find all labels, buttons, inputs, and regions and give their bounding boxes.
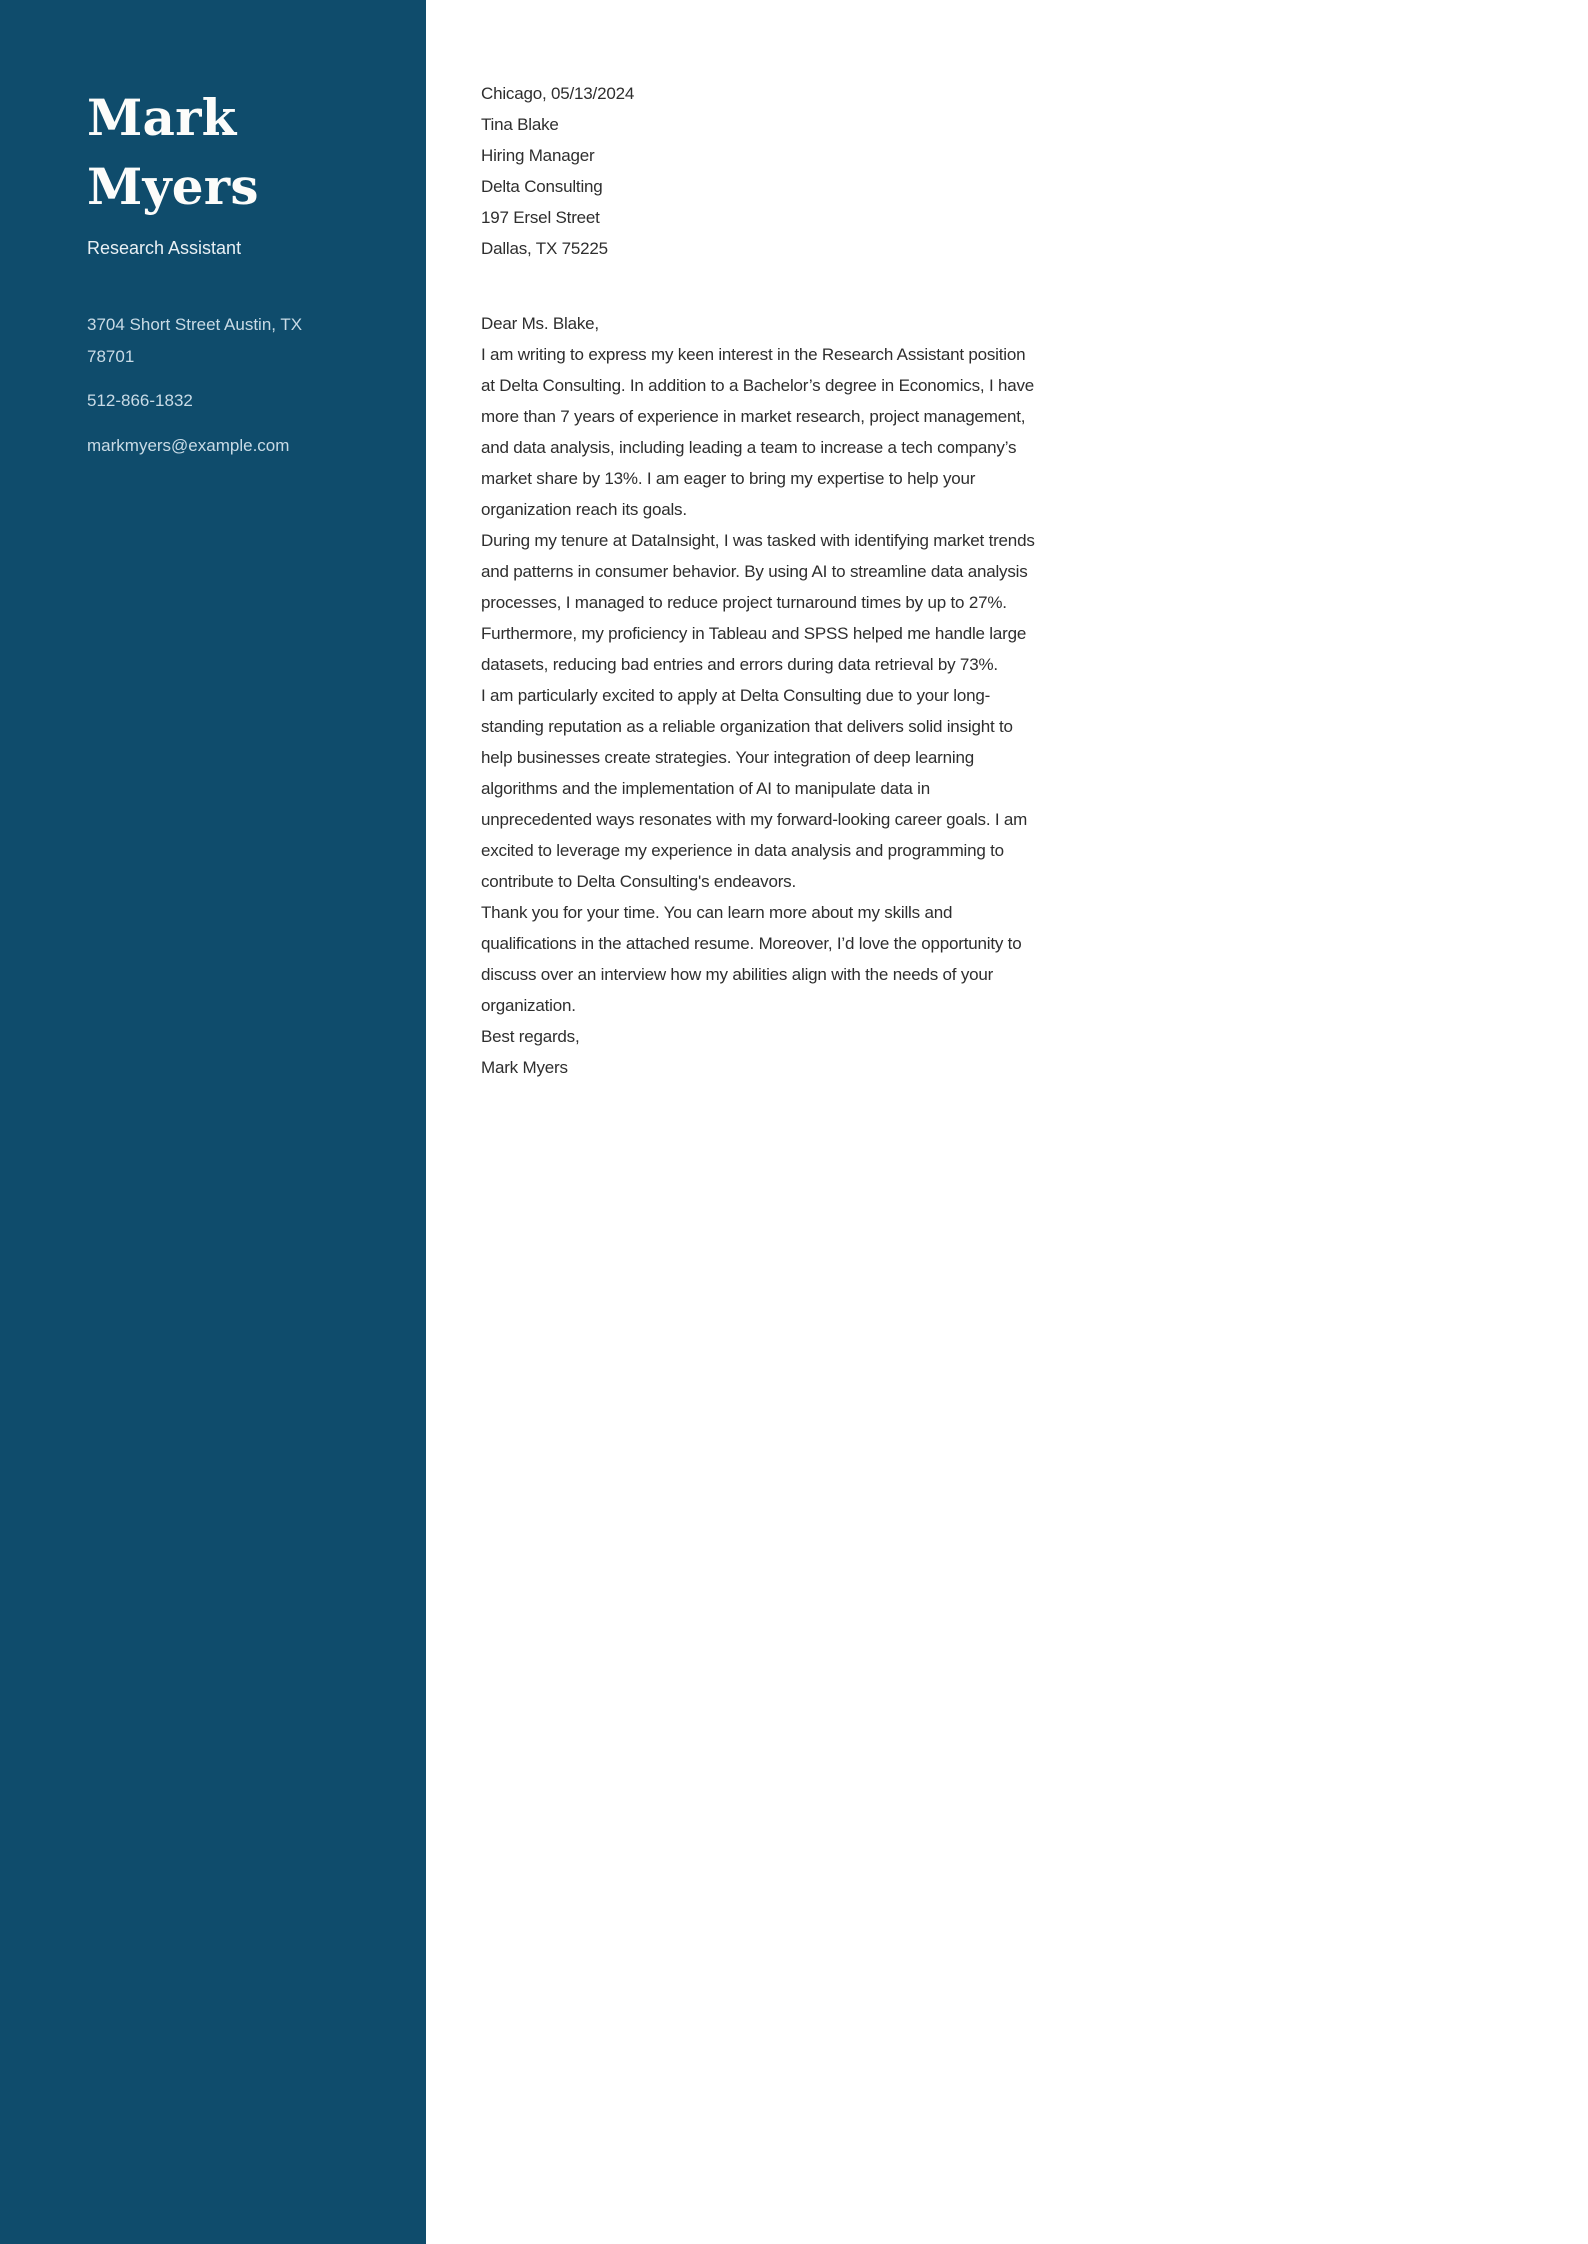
closing-line: Best regards, [481, 1027, 580, 1046]
recipient-role: Hiring Manager [481, 146, 595, 165]
recipient-block [481, 109, 1039, 264]
recipient-name: Tina Blake [481, 115, 559, 134]
contact-address: 3704 Short Street Austin, TX 78701 [87, 315, 303, 366]
recipient-company: Delta Consulting [481, 177, 603, 196]
body-paragraph-3: I am particularly excited to apply at Delta Consulting due to your long-standing reputation as a reliable organization that delivers solid insight to help businesses create strategies. Your integration of deep learning algorithms and the implementation of AI to manipulate data in unprecedented ways resonates with my forward-looking career goals. I am excited to leverage my experience in data analysis and programming to contribute to Delta Consulting's endeavors. [481, 686, 1028, 891]
letter-dateline: Chicago, 05/13/2024 [481, 84, 635, 103]
body-paragraph-1: I am writing to express my keen interest in the Research Assistant position at Delta Consulting. In addition to a Bachelor’s degree in Economics, I have more than 7 years of experience in market research, project management, and data analysis, including leading a team to increase a tech company’s market share by 13%. I am eager to bring my expertise to help your organization reach its goals. [481, 345, 1035, 519]
person-first-name: Mark [87, 88, 237, 147]
recipient-street: 197 Ersel Street [481, 208, 600, 227]
body-paragraph-2: During my tenure at DataInsight, I was tasked with identifying market trends and patterns in consumer behavior. By using AI to streamline data analysis processes, I managed to reduce project turnaround times by up to 27%. Furthermore, my proficiency in Tableau and SPSS helped me handle large datasets, reducing bad entries and errors during data retrieval by 73%. [481, 531, 1035, 674]
person-name [87, 83, 386, 221]
recipient-city: Dallas, TX 75225 [481, 239, 608, 258]
body-paragraph-4: Thank you for your time. You can learn more about my skills and qualifications in the attached resume. Moreover, I’d love the opportunity to discuss over an interview how my abilities align with the needs of your organization. [481, 903, 1022, 1015]
person-last-name: Myers [87, 157, 259, 216]
contact-phone: 512-866-1832 [87, 391, 193, 410]
salutation: Dear Ms. Blake, [481, 314, 599, 333]
sidebar [0, 0, 426, 2244]
signature-name: Mark Myers [481, 1058, 568, 1077]
job-title: Research Assistant [87, 238, 242, 258]
letter-body [481, 78, 1039, 1083]
contact-email: markmyers@example.com [87, 436, 290, 455]
